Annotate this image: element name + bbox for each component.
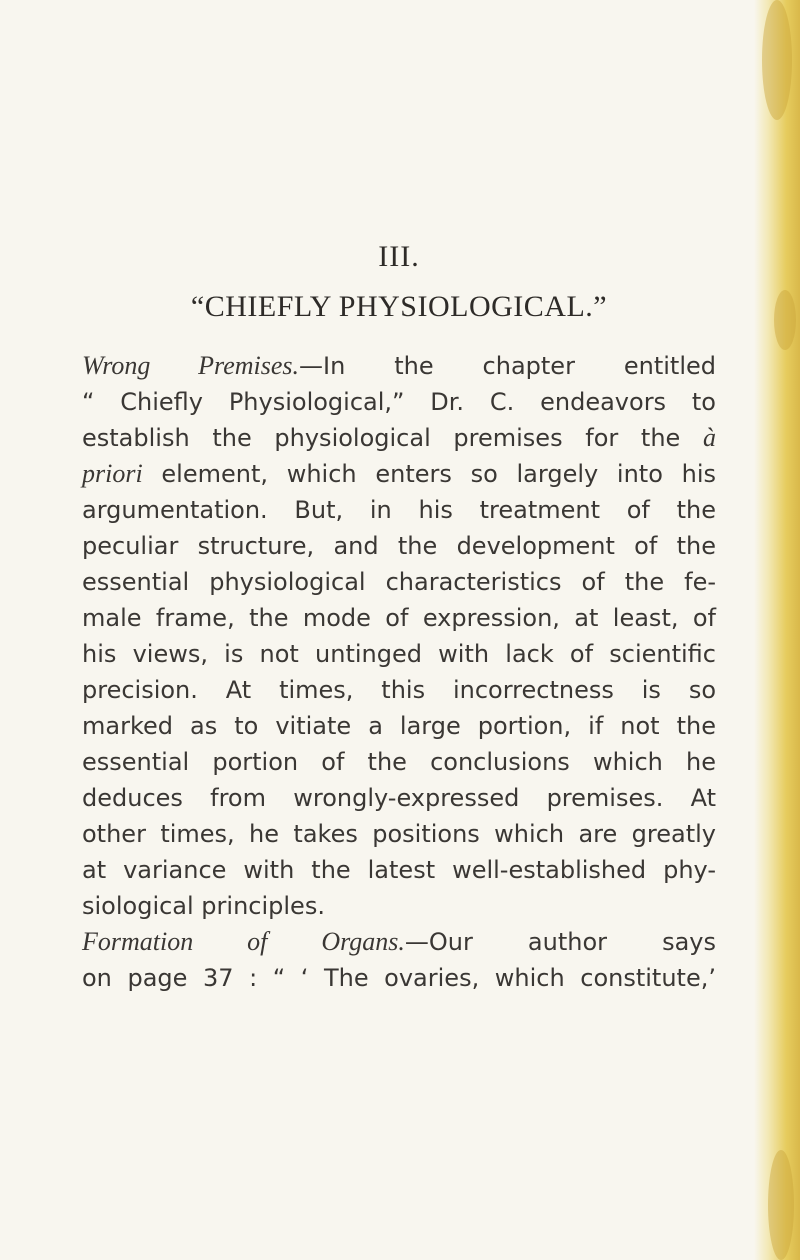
text-line: priori element, which enters so largely into his [82, 459, 716, 488]
section-heading: Formation of Organs. [82, 927, 405, 956]
chapter-number: III. [378, 240, 420, 273]
page-edge-discoloration [754, 0, 800, 1260]
text-line: peculiar structure, and the development of the [82, 532, 716, 560]
page-text [82, 242, 716, 996]
text-line: Formation of Organs.—Our author says [82, 927, 717, 956]
text-line: at variance with the latest well-established phy- [82, 856, 716, 884]
text-line: Wrong Premises.—In the chapter entitled [82, 351, 716, 380]
paragraph-formation-of-organs [82, 924, 716, 996]
foxing-spot [774, 290, 796, 350]
text-line: establish the physiological premises for the à [82, 423, 716, 452]
text-line: male frame, the mode of expression, at least, of [82, 604, 716, 632]
text-line: essential physiological characteristics of the fe- [82, 568, 716, 596]
text-line: argumentation. But, in his treatment of the [82, 496, 716, 524]
text-line: marked as to vitiate a large portion, if not the [82, 712, 716, 740]
text-line: precision. At times, this incorrectness is so [82, 676, 716, 704]
text-line: “ Chiefly Physiological,” Dr. C. endeavors to [82, 388, 716, 416]
foxing-spot [768, 1150, 794, 1260]
text-line: other times, he takes positions which are greatly [82, 820, 716, 848]
paragraph-wrong-premises [82, 348, 716, 924]
section-heading: Wrong Premises. [82, 351, 300, 380]
text-line: on page 37 : “ ‘ The ovaries, which constitute,’ [82, 964, 716, 992]
text-line: his views, is not untinged with lack of scientific [82, 640, 716, 668]
text-line: deduces from wrongly-expressed premises. At [82, 784, 716, 812]
text-line: essential portion of the conclusions which he [82, 748, 716, 776]
chapter-title: “CHIEFLY PHYSIOLOGICAL.” [190, 290, 608, 323]
foxing-spot [762, 0, 792, 120]
text-line: siological principles. [82, 892, 325, 920]
